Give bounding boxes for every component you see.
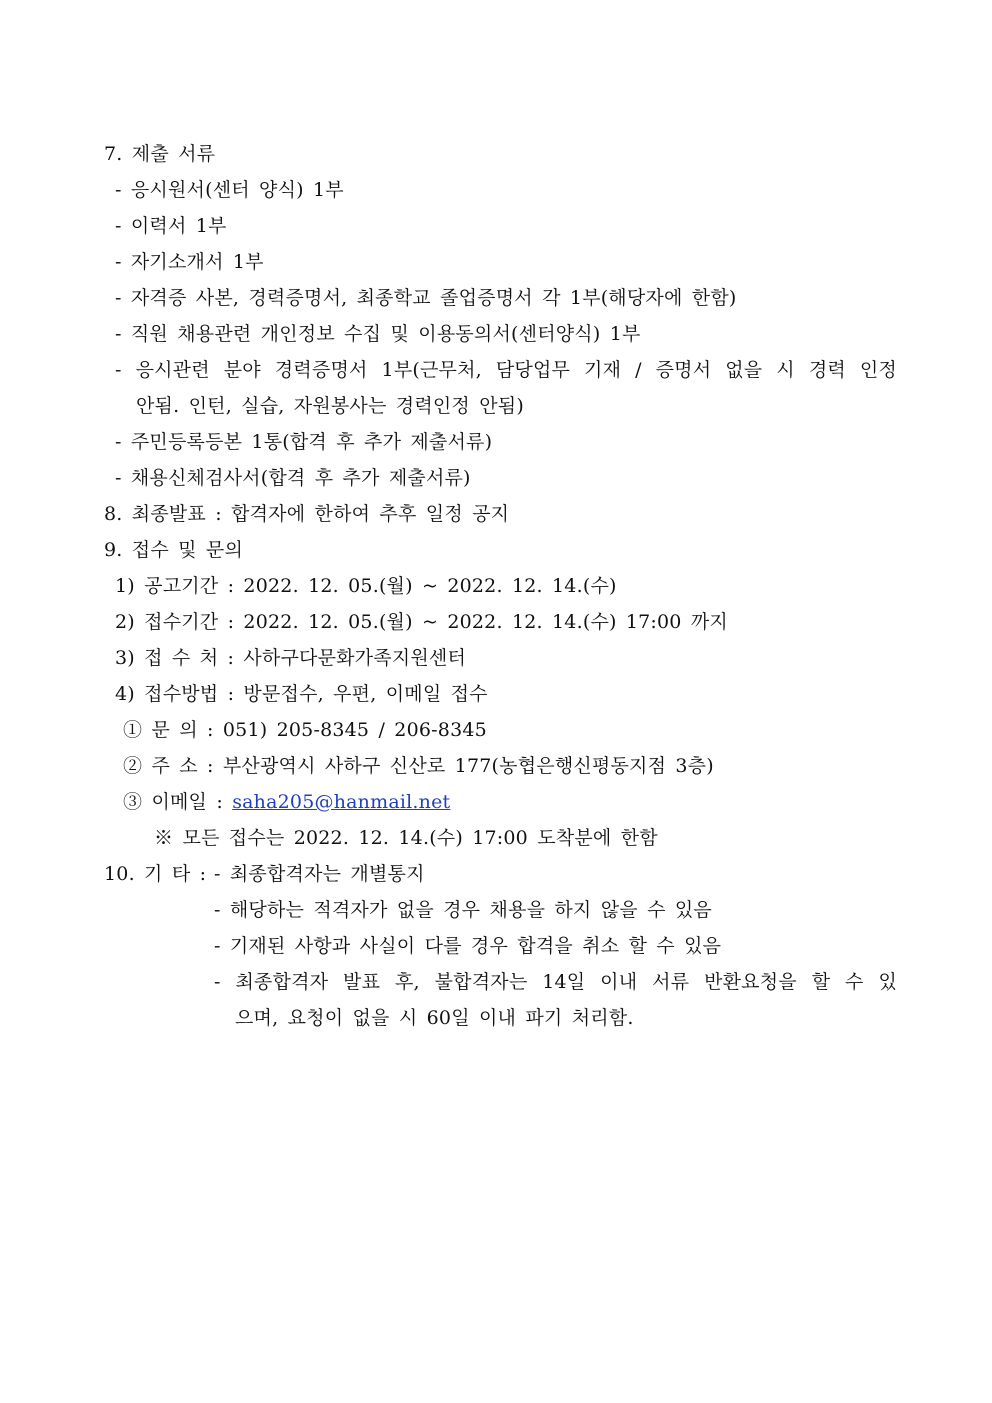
section-10-label: 10. 기 타 : xyxy=(104,863,207,885)
section-9-application-place: 3) 접 수 처 : 사하구다문화가족지원센터 xyxy=(115,647,467,669)
section-10-item-no-qualified: - 해당하는 적격자가 없을 경우 채용을 하지 않을 수 있음 xyxy=(214,899,712,921)
section-7-item-resume: - 이력서 1부 xyxy=(115,215,227,237)
section-9-notice-period: 1) 공고기간 : 2022. 12. 05.(월) ~ 2022. 12. 14.(수) xyxy=(115,575,617,597)
section-7-item-health-check: - 채용신체검사서(합격 후 추가 제출서류) xyxy=(115,467,471,489)
section-7-item-resident-registration: - 주민등록등본 1통(합격 후 추가 제출서류) xyxy=(115,431,493,453)
email-label: ③ 이메일 : xyxy=(123,791,233,813)
section-10-item-document-return-cont: 으며, 요청이 없을 시 60일 이내 파기 처리함. xyxy=(235,1007,634,1029)
section-7-item-self-introduction: - 자기소개서 1부 xyxy=(115,251,264,273)
section-9-deadline-note: ※ 모든 접수는 2022. 12. 14.(수) 17:00 도착분에 한함 xyxy=(154,827,658,849)
section-10-item-document-return: - 최종합격자 발표 후, 불합격자는 14일 이내 서류 반환요청을 할 수 있 xyxy=(214,971,897,993)
section-9-application-method: 4) 접수방법 : 방문접수, 우편, 이메일 접수 xyxy=(115,683,488,705)
section-7-item-career-certificate: - 응시관련 분야 경력증명서 1부(근무처, 담당업무 기재 / 증명서 없을 시 경력 인정 xyxy=(115,359,897,381)
section-7-item-application-form: - 응시원서(센터 양식) 1부 xyxy=(115,179,344,201)
section-9-contact-phone: ① 문 의 : 051) 205-8345 / 206-8345 xyxy=(123,719,487,741)
email-link[interactable]: saha205@hanmail.net xyxy=(232,791,451,813)
section-10-item-individual-notice: - 최종합격자는 개별통지 xyxy=(214,863,425,885)
section-9-heading: 9. 접수 및 문의 xyxy=(104,539,244,561)
section-9-contact-email-row xyxy=(123,790,450,814)
section-10-item-false-statement: - 기재된 사항과 사실이 다를 경우 합격을 취소 할 수 있음 xyxy=(214,935,722,957)
section-8-final-announcement: 8. 최종발표 : 합격자에 한하여 추후 일정 공지 xyxy=(104,503,510,525)
section-7-item-certificates: - 자격증 사본, 경력증명서, 최종학교 졸업증명서 각 1부(해당자에 한함) xyxy=(115,287,737,309)
section-7-heading: 7. 제출 서류 xyxy=(104,143,216,165)
section-9-contact-address: ② 주 소 : 부산광역시 사하구 신산로 177(농협은행신평동지점 3층) xyxy=(123,755,714,777)
section-7-item-privacy-consent: - 직원 채용관련 개인정보 수집 및 이용동의서(센터양식) 1부 xyxy=(115,323,641,345)
section-7-item-career-certificate-cont: 안됨. 인턴, 실습, 자원봉사는 경력인정 안됨) xyxy=(136,395,524,417)
section-9-application-period: 2) 접수기간 : 2022. 12. 05.(월) ~ 2022. 12. 14.(수) 17:00 까지 xyxy=(115,611,728,633)
